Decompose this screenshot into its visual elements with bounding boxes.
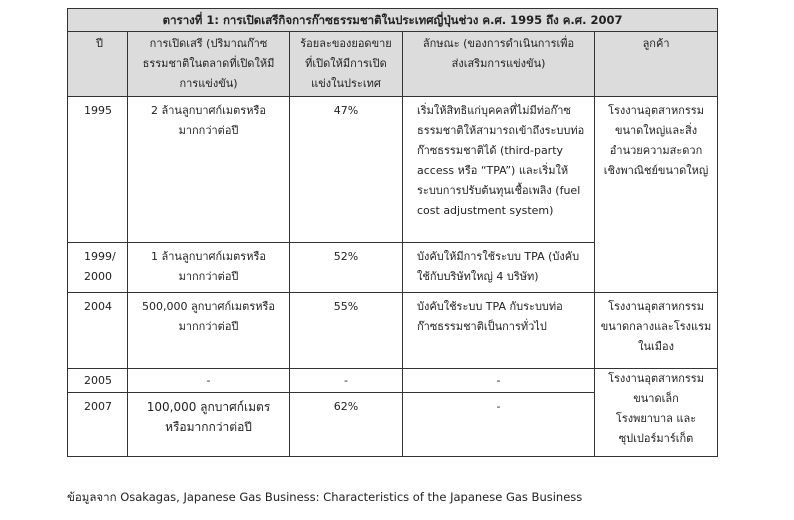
cell-share: 52% [290,243,403,293]
table-title: ตารางที่ 1: การเปิดเสรีกิจการก๊าซธรรมชาติในประเทศญี่ปุ่นช่วง ค.ศ. 1995 ถึง ค.ศ. 2007 [68,9,718,32]
cell-share: - [290,369,403,393]
cell-year: 1999/ 2000 [68,243,128,293]
table-title-row [68,9,718,32]
cell-nature: เริ่มให้สิทธิแก่บุคคลที่ไม่มีท่อก๊าซ ธรรมชาติให้สามารถเข้าถึงระบบท่อ ก๊าซธรรมชาติได้ (third-party access หรือ “TPA”) และเริ่มให้ ระบบการปรับต้นทุนเชื้อเพลิง (fuel cost adjustment system) [403,97,595,243]
cell-share: 62% [290,393,403,457]
cell-customers: โรงงานอุตสาหกรรม ขนาดกลางและโรงแรม ในเมือง [595,293,718,369]
header-customers: ลูกค้า [595,32,718,97]
cell-liberalization: 100,000 ลูกบาศก์เมตร หรือมากกว่าต่อปี [128,393,290,457]
cell-year: 2004 [68,293,128,369]
liberalization-table [67,8,718,457]
cell-nature: - [403,369,595,393]
cell-share: 47% [290,97,403,243]
cell-customers: โรงงานอุตสาหกรรม ขนาดใหญ่และสิ่ง อำนวยความสะดวก เชิงพาณิชย์ขนาดใหญ่ [595,97,718,293]
table-row [68,293,718,369]
table-row [68,369,718,393]
header-liberalization: การเปิดเสรี (ปริมาณก๊าซ ธรรมชาติในตลาดที่เปิดให้มี การแข่งขัน) [128,32,290,97]
cell-liberalization: 500,000 ลูกบาศก์เมตรหรือ มากกว่าต่อปี [128,293,290,369]
cell-liberalization: - [128,369,290,393]
cell-nature: - [403,393,595,457]
table-row [68,97,718,243]
header-share: ร้อยละของยอดขาย ที่เปิดให้มีการเปิด แข่งในประเทศ [290,32,403,97]
cell-year: 2007 [68,393,128,457]
cell-year: 2005 [68,369,128,393]
table-header-row [68,32,718,97]
cell-liberalization: 1 ล้านลูกบาศก์เมตรหรือ มากกว่าต่อปี [128,243,290,293]
cell-nature: บังคับใช้ระบบ TPA กับระบบท่อ ก๊าซธรรมชาติเป็นการทั่วไป [403,293,595,369]
cell-customers: โรงงานอุตสาหกรรม ขนาดเล็ก โรงพยาบาล และ ซุปเปอร์มาร์เก็ต [595,369,718,457]
source-note: ข้อมูลจาก Osakagas, Japanese Gas Business: Characteristics of the Japanese Gas Business [67,490,583,504]
table-container [67,8,717,457]
cell-nature: บังคับให้มีการใช้ระบบ TPA (บังคับ ใช้กับบริษัทใหญ่ 4 บริษัท) [403,243,595,293]
cell-liberalization: 2 ล้านลูกบาศก์เมตรหรือ มากกว่าต่อปี [128,97,290,243]
cell-year: 1995 [68,97,128,243]
header-nature: ลักษณะ (ของการดำเนินการเพื่อ ส่งเสริมการแข่งขัน) [403,32,595,97]
header-year: ปี [68,32,128,97]
cell-share: 55% [290,293,403,369]
